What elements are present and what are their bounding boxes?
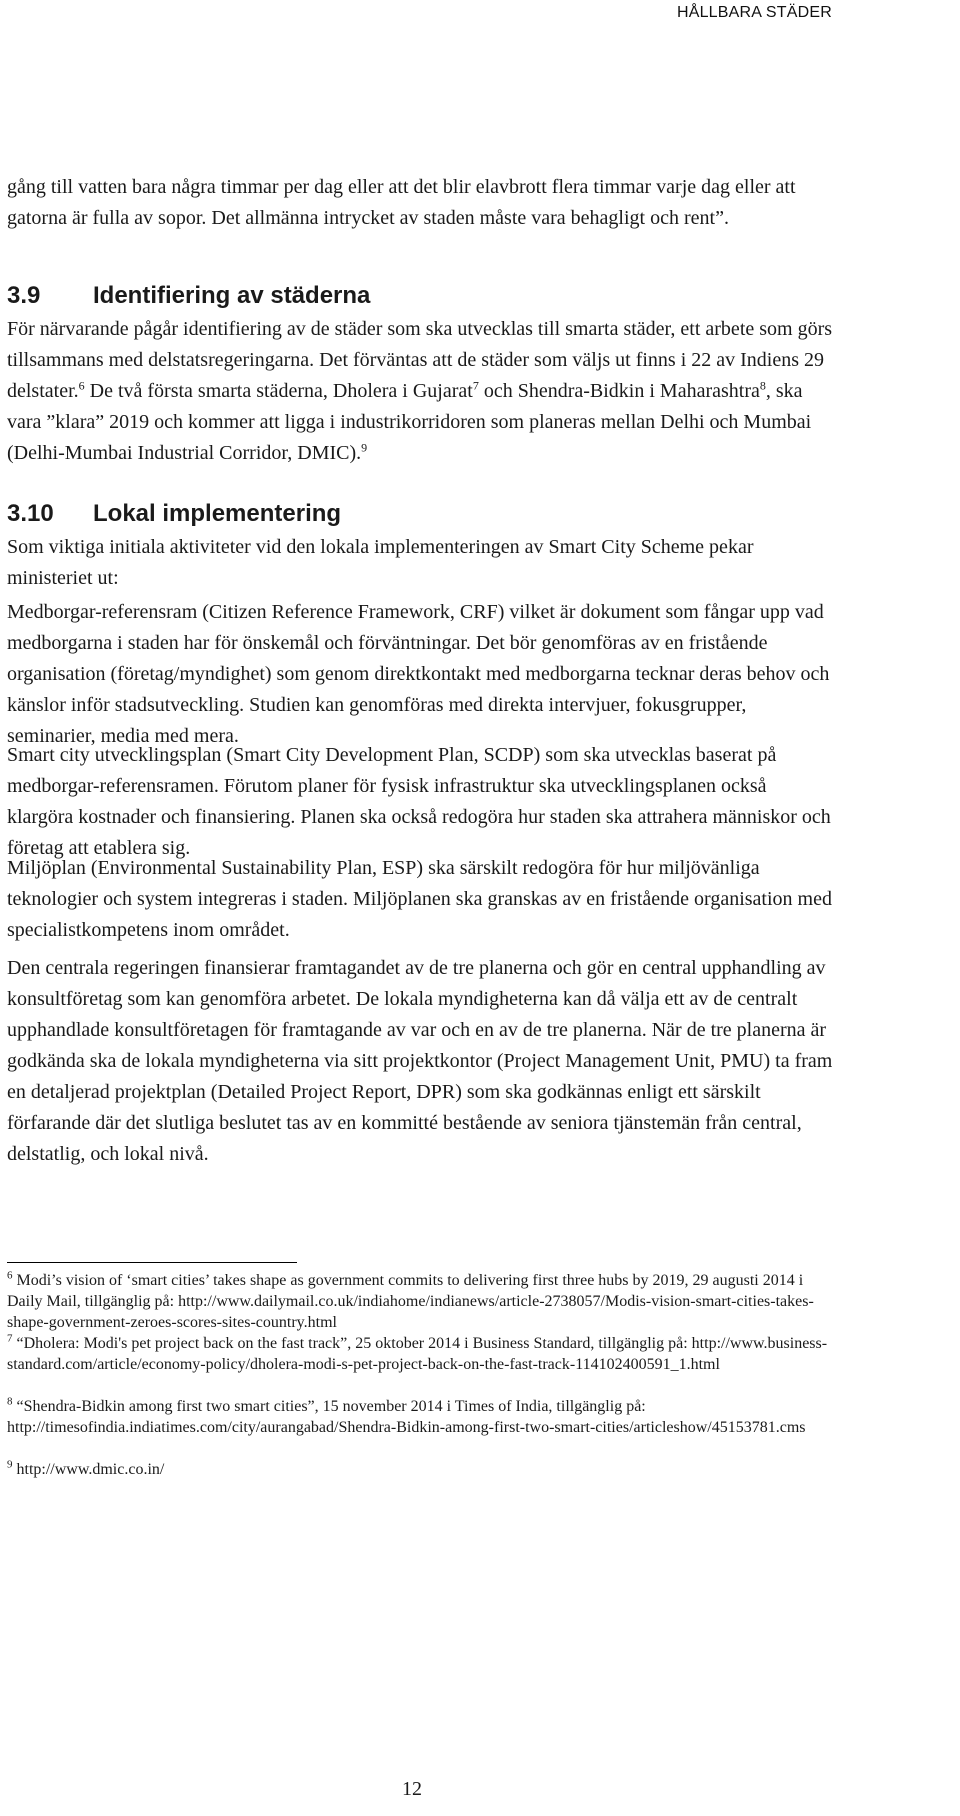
- footnote-6: [7, 1270, 832, 1333]
- footnote-ref-7[interactable]: 7: [472, 378, 479, 393]
- section-heading-3-9: [7, 282, 370, 310]
- paragraph-text: och Shendra-Bidkin i Maharashtra: [478, 380, 760, 402]
- footnote-text[interactable]: “Shendra-Bidkin among first two smart cities”, 15 november 2014 i Times of India, tillgänglig på: http://timesofindia.indiatimes.com/city/aurangabad/Shendra-Bidkin-among-first-two-smart-cities/articleshow/45153781.cms: [7, 1398, 806, 1436]
- footnote-9: [7, 1459, 832, 1480]
- section-3-9-paragraph: [7, 314, 835, 469]
- crf-paragraph: Medborgar-referensram (Citizen Reference Framework, CRF) vilket är dokument som fångar upp vad medborgarna i staden har för önskemål och förväntningar. Det bör genomföras av en fristående organisation (företag/myndighet) som genom direktkontakt med medborgarna tecknar deras behov och känslor inför stadsutveckling. Studien kan genomföras med direkta intervjuer, fokusgrupper, seminarier, media med mera.: [7, 601, 830, 747]
- section-number: 3.10: [7, 500, 54, 527]
- footnote-7: [7, 1333, 832, 1375]
- scdp-paragraph: Smart city utvecklingsplan (Smart City Development Plan, SCDP) som ska utvecklas baserat på medborgar-referensramen. Förutom planer för fysisk infrastruktur ska utvecklingsplanen också klargöra kostnader och finansiering. Planen ska också redogöra hur staden ska attrahera människor och företag att etablera sig.: [7, 744, 831, 859]
- footnote-ref-9[interactable]: 9: [361, 440, 368, 455]
- footnote-separator: [7, 1262, 297, 1263]
- footnote-mark: 6: [7, 1269, 13, 1282]
- section-title: Lokal implementering: [93, 500, 342, 527]
- footnote-ref-6[interactable]: 6: [78, 378, 85, 393]
- running-header: HÅLLBARA STÄDER: [676, 4, 832, 21]
- section-number: 3.9: [7, 282, 41, 309]
- footnote-8: [7, 1396, 832, 1438]
- footnote-text[interactable]: http://www.dmic.co.in/: [16, 1461, 165, 1478]
- footnote-text[interactable]: Modi’s vision of ‘smart cities’ takes shape as government commits to delivering first three hubs by 2019, 29 augusti 2014 i Daily Mail, tillgänglig på: http://www.dailymail.co.uk/indiahome/indianews/article-2738057/Modis-vision-smart-cities-takes-shape-government-zeroes-scores-sites-country.html: [7, 1272, 814, 1331]
- esp-paragraph: Miljöplan (Environmental Sustainability Plan, ESP) ska särskilt redogöra för hur miljövänliga teknologier och system integreras i staden. Miljöplanen ska granskas av en fristående organisation med specialistkompetens inom området.: [7, 857, 832, 941]
- footnote-ref-8[interactable]: 8: [759, 378, 766, 393]
- section-heading-3-10: [7, 500, 341, 528]
- section-title: Identifiering av städerna: [93, 282, 371, 309]
- intro-paragraph: gång till vatten bara några timmar per dag eller att det blir elavbrott flera timmar varje dag eller att gatorna är fulla av sopor. Det allmänna intrycket av staden måste vara behagligt och rent”.: [7, 176, 796, 229]
- page-number: 12: [402, 1778, 422, 1800]
- footnote-text[interactable]: “Dholera: Modi's pet project back on the fast track”, 25 oktober 2014 i Business Standard, tillgänglig på: http://www.business-standard.com/article/economy-policy/dholera-modi-s-pet-project-back-on-the-fast-track-114102400591_1.html: [7, 1335, 828, 1373]
- footnote-mark: 9: [7, 1458, 13, 1471]
- footnote-mark: 8: [7, 1395, 13, 1408]
- paragraph-text: , ska vara ”klara” 2019 och kommer att ligga i industrikorridoren som planeras mellan Delhi och Mumbai (Delhi-Mumbai Industrial Corridor, DMIC).: [7, 380, 812, 464]
- footnote-mark: 7: [7, 1332, 13, 1345]
- paragraph-text: För närvarande pågår identifiering av de städer som ska utvecklas till smarta städer, ett arbete som görs tillsammans med delstatsregeringarna. Det förväntas att de städer som väljs ut finns i 22 av Indiens 29 delstater.: [7, 318, 833, 402]
- section-3-10-intro: Som viktiga initiala aktiviteter vid den lokala implementeringen av Smart City Scheme pekar ministeriet ut:: [7, 536, 754, 589]
- paragraph-text: De två första smarta städerna, Dholera i Gujarat: [84, 380, 473, 402]
- funding-paragraph: Den centrala regeringen finansierar framtagandet av de tre planerna och gör en central upphandling av konsultföretag som kan genomföra arbetet. De lokala myndigheterna kan då välja ett av de centralt upphandlade konsultföretagen för framtagande av var och en av de tre planerna. När de tre planerna är godkända ska de lokala myndigheterna via sitt projektkontor (Project Management Unit, PMU) ta fram en detaljerad projektplan (Detailed Project Report, DPR) som ska godkännas enligt ett särskilt förfarande där det slutliga beslutet tas av en kommitté bestående av seniora tjänstemän från central, delstatlig, och lokal nivå.: [7, 957, 833, 1165]
